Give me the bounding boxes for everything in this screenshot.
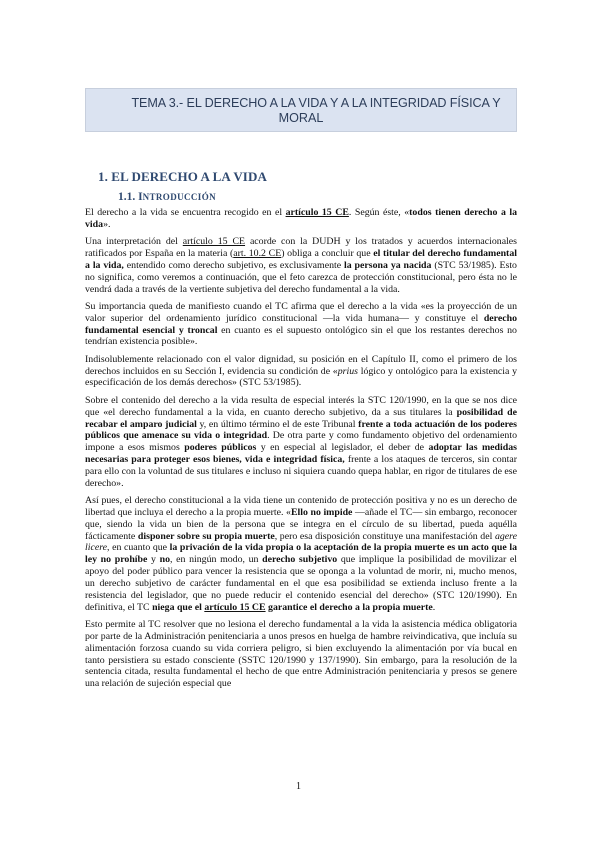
text: , en cuanto que bbox=[107, 542, 170, 554]
text: en cuanto es el supuesto ontológico sin el que los restantes derechos no tendrían existencia posible». bbox=[85, 324, 517, 348]
paragraph-7 bbox=[85, 619, 517, 690]
subsection-initial: I bbox=[138, 191, 143, 203]
bold-text: la privación de la vida propia o la aceptación de la propia muerte es un acto que la ley no prohíbe bbox=[85, 542, 517, 566]
document-body bbox=[85, 207, 517, 696]
subsection-number: 1.1. bbox=[118, 191, 139, 203]
text: (STC 53/1985). Esto no significa, como veremos a continuación, que el feto carezca de protección constitucional, pero ésta no le vendrá dada a través de la vertiente subjetiva del derecho fundamental a la vida. bbox=[85, 259, 517, 295]
paragraph-2 bbox=[85, 236, 517, 295]
text: y bbox=[147, 554, 160, 566]
bold-text: frente a toda actuación de los poderes públicos que amenace su vida o integridad bbox=[85, 418, 517, 442]
section-heading: 1. EL DERECHO A LA VIDA bbox=[98, 169, 267, 184]
text: acorde con la DUDH y los tratados y acuerdos internacionales ratificados por España en la materia ( bbox=[85, 236, 517, 260]
text: lógico y ontológico para la existencia y especificación de los demás derechos» (STC 53/1985). bbox=[85, 365, 517, 389]
bold-text: niega que el bbox=[152, 601, 205, 613]
text: Su importancia queda de manifiesto cuando el TC afirma que el derecho a la vida «es la proyección de un valor superior del ordenamiento jurídico constitucional —la vida humana— y constituye el bbox=[85, 300, 517, 324]
bold-text: derecho subjetivo bbox=[262, 554, 338, 566]
subsection-rest: NTRODUCCIÓN bbox=[142, 192, 217, 202]
chapter-title-line-2: MORAL bbox=[278, 111, 324, 125]
text: frente a los ataques de terceros, sin contar para ello con la voluntad de sus titulares e incluso ni siquiera cuando quepa hablar, en rigor de titulares de ese derecho». bbox=[85, 454, 517, 489]
paragraph-6 bbox=[85, 495, 517, 613]
bold-text: poderes públicos bbox=[184, 442, 257, 454]
paragraph-3 bbox=[85, 301, 517, 348]
bold-text: el titular del derecho fundamental a la vida, bbox=[85, 248, 517, 271]
paragraph-5 bbox=[85, 395, 517, 490]
bold-text: adoptar las medidas necesarias para proteger esos bienes, vida e integridad física, bbox=[85, 442, 517, 466]
bold-text: disponer sobre su propia muerte bbox=[137, 530, 275, 542]
text: que implique la posibilidad de movilizar el apoyo del poder público para vencer la resistencia que se oponga a la voluntad de morir, ni, mucho menos, un derecho subjetivo de carácter fundamental en el que esa posibilidad se extienda incluso frente a la resistencia del legislador, que no puede reducir el contenido esencial del derecho» (STC 120/1990). En definitiva, el TC bbox=[85, 554, 517, 613]
text: ». bbox=[103, 218, 111, 230]
text: El derecho a la vida se encuentra recogido en el bbox=[85, 207, 286, 218]
text: . De otra parte y como fundamento objetivo del ordenamiento impone a esos mismos bbox=[85, 430, 517, 454]
page-number: 1 bbox=[296, 781, 301, 792]
bold-text: derecho fundamental esencial y troncal bbox=[85, 312, 517, 336]
text: y, en último término el de este Tribunal bbox=[196, 418, 359, 430]
text: . Según éste, « bbox=[348, 207, 410, 218]
text: . bbox=[432, 601, 436, 613]
text: Así pues, el derecho constitucional a la vida tiene un contenido de protección positiva y no es un derecho de libertad que incluya el derecho a la propia muerte. « bbox=[85, 495, 517, 518]
text: —añade el TC— sin embargo, reconocer que, siendo la vida un bien de la persona que se integra en el círculo de su libertad, pueda aquélla fácticamente bbox=[85, 506, 517, 542]
text: , en ningún modo, un bbox=[170, 554, 263, 566]
italic-text: agere licere bbox=[85, 530, 517, 554]
text: Sobre el contenido del derecho a la vida resulta de especial interés la STC 120/1990, en la que se nos dice que «el derecho fundamental a la vida, en cuanto derecho subjetivo, da a sus titulares la bbox=[85, 394, 517, 418]
text: Una interpretación del bbox=[85, 236, 183, 248]
text: ) obliga a concluir que bbox=[281, 248, 374, 260]
chapter-title-line-1: TEMA 3.- EL DERECHO A LA VIDA Y A LA INTEGRIDAD FÍSICA Y bbox=[131, 96, 501, 110]
bold-text: la persona ya nacida bbox=[344, 259, 432, 271]
bold-text: posibilidad de recabar el amparo judicial bbox=[85, 406, 517, 430]
bold-text: todos tienen derecho a la vida bbox=[85, 207, 518, 230]
bold-text: no bbox=[159, 554, 171, 566]
article-link[interactable]: artículo 15 CE bbox=[182, 236, 246, 248]
subsection-heading bbox=[118, 191, 216, 203]
text: , pero esa disposición constituye una manifestación del bbox=[274, 530, 495, 542]
article-link[interactable]: artículo 15 CE bbox=[285, 207, 349, 218]
bold-text: garantice el derecho a la propia muerte bbox=[265, 601, 433, 613]
text: entendido como derecho subjetivo, es exclusivamente bbox=[123, 259, 344, 271]
bold-text: Ello no impide bbox=[290, 506, 353, 518]
article-link[interactable]: artículo 15 CE bbox=[204, 601, 266, 613]
article-link[interactable]: art. 10.2 CE bbox=[233, 248, 282, 260]
text: Indisolublemente relacionado con el valor dignidad, su posición en el Capítulo II, como el primero de los derechos incluidos en su Sección I, evidencia su condición de « bbox=[85, 353, 517, 377]
paragraph-4 bbox=[85, 354, 517, 390]
text: y en especial al legislador, el deber de bbox=[256, 442, 429, 454]
text: Esto permite al TC resolver que no lesiona el derecho fundamental a la vida la asistencia médica obligatoria por parte de la Administración penitenciaria a unos presos en huelga de hambre reivindicativa, que incluía su alimentación forzosa cuando su vida corriera peligro, si bien excluyendo la alimentación por vía bucal en tanto persistiera su estado consciente (SSTC 120/1990 y 137/1990). Sin embargo, para la resolución de la sentencia citada, resulta fundamental el hecho de que entre Administración penitenciaria y presos se genere una relación de sujeción especial que bbox=[85, 619, 517, 690]
paragraph-1 bbox=[85, 207, 517, 231]
italic-text: prius bbox=[337, 365, 358, 377]
chapter-title-box bbox=[85, 88, 517, 132]
